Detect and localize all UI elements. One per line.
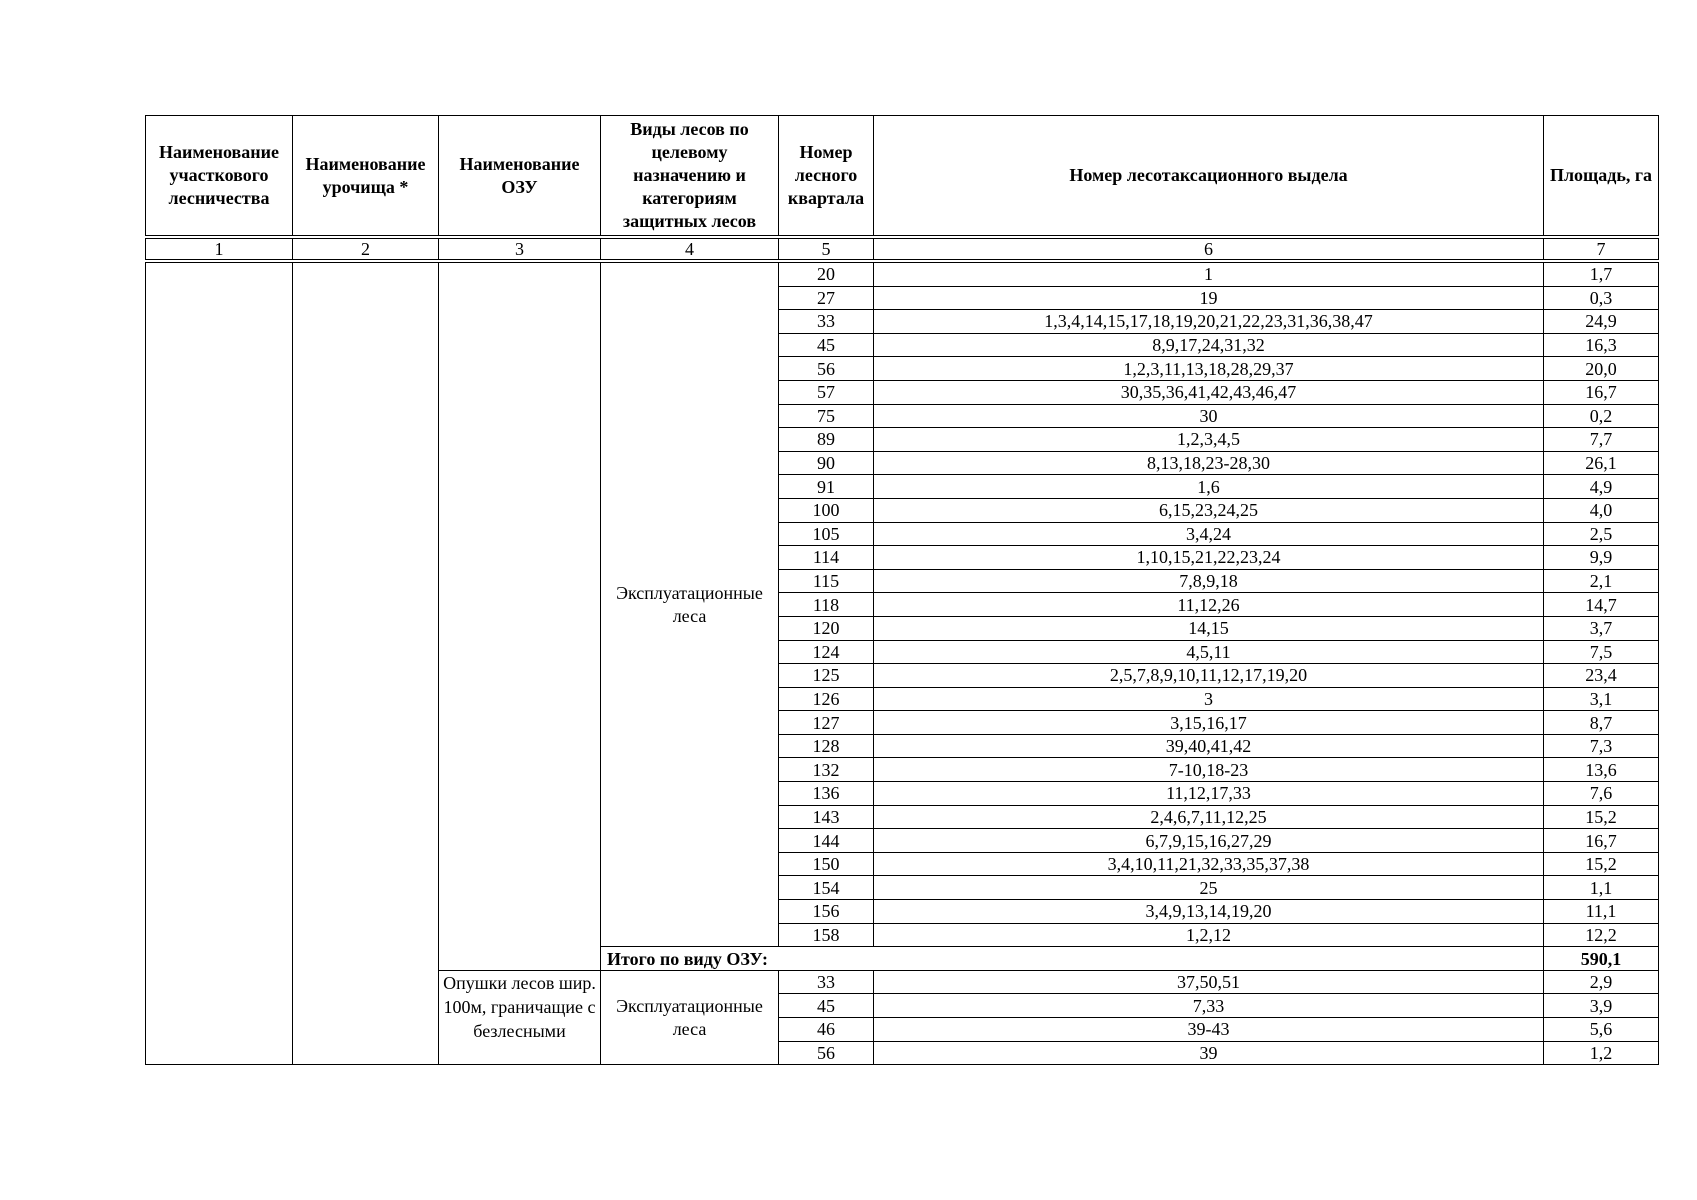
area-cell: 26,1 [1544,451,1659,475]
area-cell: 23,4 [1544,664,1659,688]
quarter-cell: 150 [779,852,874,876]
area-cell: 3,9 [1544,994,1659,1018]
plots-cell: 39 [874,1041,1544,1065]
quarter-cell: 91 [779,475,874,499]
plots-cell: 3,4,24 [874,522,1544,546]
plots-cell: 14,15 [874,616,1544,640]
column-number: 5 [779,237,874,261]
area-cell: 9,9 [1544,546,1659,570]
area-cell: 11,1 [1544,900,1659,924]
area-cell: 13,6 [1544,758,1659,782]
column-number: 6 [874,237,1544,261]
plots-cell: 25 [874,876,1544,900]
plots-cell: 11,12,26 [874,593,1544,617]
quarter-cell: 27 [779,286,874,310]
quarter-cell: 124 [779,640,874,664]
plots-cell: 11,12,17,33 [874,782,1544,806]
column-number: 7 [1544,237,1659,261]
quarter-cell: 90 [779,451,874,475]
plots-cell: 6,15,23,24,25 [874,498,1544,522]
forest-type-cell: Эксплуатационные леса [601,970,779,1064]
quarter-cell: 126 [779,687,874,711]
area-cell: 14,7 [1544,593,1659,617]
plots-cell: 8,13,18,23-28,30 [874,451,1544,475]
table-row [146,261,1659,286]
plots-cell: 1,2,3,11,13,18,28,29,37 [874,357,1544,381]
area-cell: 3,1 [1544,687,1659,711]
plots-cell: 3,15,16,17 [874,711,1544,735]
district-cell [146,261,293,1065]
area-cell: 24,9 [1544,310,1659,334]
quarter-cell: 33 [779,970,874,994]
quarter-cell: 144 [779,829,874,853]
area-cell: 1,2 [1544,1041,1659,1065]
plots-cell: 2,5,7,8,9,10,11,12,17,19,20 [874,664,1544,688]
quarter-cell: 56 [779,1041,874,1065]
header-row [146,116,1659,238]
area-cell: 7,5 [1544,640,1659,664]
area-cell: 1,7 [1544,261,1659,286]
area-cell: 0,3 [1544,286,1659,310]
area-cell: 3,7 [1544,616,1659,640]
quarter-cell: 46 [779,1018,874,1042]
quarter-cell: 132 [779,758,874,782]
quarter-cell: 154 [779,876,874,900]
area-cell: 2,9 [1544,970,1659,994]
quarter-cell: 45 [779,333,874,357]
header-ozu: Наименование ОЗУ [439,116,601,238]
forest-protection-table [145,115,1659,1065]
quarter-cell: 136 [779,782,874,806]
plots-cell: 3 [874,687,1544,711]
area-cell: 16,7 [1544,829,1659,853]
plots-cell: 3,4,10,11,21,32,33,35,37,38 [874,852,1544,876]
plots-cell: 1,10,15,21,22,23,24 [874,546,1544,570]
quarter-cell: 128 [779,734,874,758]
plots-cell: 1,6 [874,475,1544,499]
area-cell: 4,0 [1544,498,1659,522]
total-value: 590,1 [1544,947,1659,971]
column-number: 3 [439,237,601,261]
plots-cell: 37,50,51 [874,970,1544,994]
quarter-cell: 114 [779,546,874,570]
plots-cell: 30 [874,404,1544,428]
quarter-cell: 118 [779,593,874,617]
quarter-cell: 45 [779,994,874,1018]
quarter-cell: 57 [779,380,874,404]
quarter-cell: 89 [779,428,874,452]
column-number: 4 [601,237,779,261]
area-cell: 5,6 [1544,1018,1659,1042]
plots-cell: 4,5,11 [874,640,1544,664]
quarter-cell: 143 [779,805,874,829]
area-cell: 16,7 [1544,380,1659,404]
area-cell: 15,2 [1544,805,1659,829]
header-plots: Номер лесотаксационного выдела [874,116,1544,238]
plots-cell: 7,8,9,18 [874,569,1544,593]
plots-cell: 6,7,9,15,16,27,29 [874,829,1544,853]
quarter-cell: 20 [779,261,874,286]
tract-cell [293,261,439,1065]
plots-cell: 3,4,9,13,14,19,20 [874,900,1544,924]
area-cell: 15,2 [1544,852,1659,876]
quarter-cell: 33 [779,310,874,334]
area-cell: 7,6 [1544,782,1659,806]
quarter-cell: 105 [779,522,874,546]
quarter-cell: 115 [779,569,874,593]
total-label: Итого по виду ОЗУ: [601,947,1544,971]
plots-cell: 19 [874,286,1544,310]
quarter-cell: 75 [779,404,874,428]
ozu-cell [439,261,601,970]
column-number-row [146,237,1659,261]
area-cell: 16,3 [1544,333,1659,357]
quarter-cell: 56 [779,357,874,381]
plots-cell: 39-43 [874,1018,1544,1042]
plots-cell: 1,2,3,4,5 [874,428,1544,452]
header-tract: Наименование урочища * [293,116,439,238]
area-cell: 8,7 [1544,711,1659,735]
ozu-cell: Опушки лесов шир. 100м, граничащие с безлесными [439,970,601,1064]
quarter-cell: 158 [779,923,874,947]
column-number: 1 [146,237,293,261]
area-cell: 20,0 [1544,357,1659,381]
plots-cell: 8,9,17,24,31,32 [874,333,1544,357]
area-cell: 12,2 [1544,923,1659,947]
plots-cell: 1 [874,261,1544,286]
area-cell: 1,1 [1544,876,1659,900]
header-quarter: Номер лесного квартала [779,116,874,238]
quarter-cell: 100 [779,498,874,522]
quarter-cell: 120 [779,616,874,640]
area-cell: 0,2 [1544,404,1659,428]
header-district: Наименование участкового лесничества [146,116,293,238]
plots-cell: 39,40,41,42 [874,734,1544,758]
quarter-cell: 127 [779,711,874,735]
plots-cell: 7,33 [874,994,1544,1018]
area-cell: 2,5 [1544,522,1659,546]
area-cell: 7,7 [1544,428,1659,452]
plots-cell: 7-10,18-23 [874,758,1544,782]
header-area: Площадь, га [1544,116,1659,238]
quarter-cell: 125 [779,664,874,688]
header-forest-type: Виды лесов по целевому назначению и категориям защитных лесов [601,116,779,238]
plots-cell: 30,35,36,41,42,43,46,47 [874,380,1544,404]
plots-cell: 1,3,4,14,15,17,18,19,20,21,22,23,31,36,38,47 [874,310,1544,334]
area-cell: 2,1 [1544,569,1659,593]
forest-type-cell: Эксплуатационные леса [601,261,779,947]
area-cell: 4,9 [1544,475,1659,499]
column-number: 2 [293,237,439,261]
plots-cell: 1,2,12 [874,923,1544,947]
quarter-cell: 156 [779,900,874,924]
area-cell: 7,3 [1544,734,1659,758]
plots-cell: 2,4,6,7,11,12,25 [874,805,1544,829]
